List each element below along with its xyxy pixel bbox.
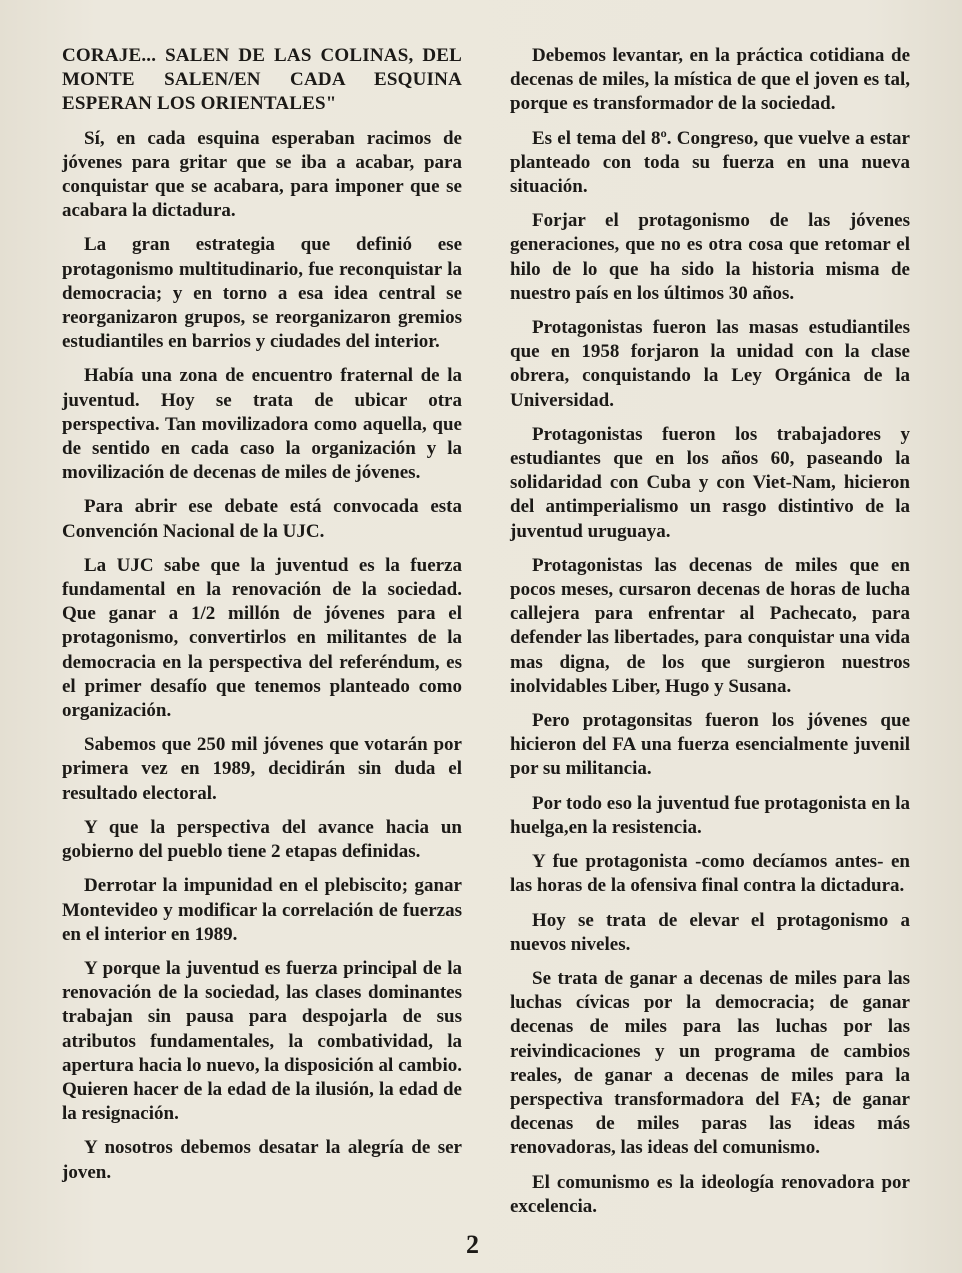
- section-heading: CORAJE... SALEN DE LAS COLINAS, DEL MONTE SALEN/EN CADA ESQUINA ESPERAN LOS ORIENTALES": [62, 45, 462, 115]
- page-number: 2: [466, 1230, 479, 1259]
- left-paragraph-9: Y porque la juventud es fuerza principal de la renovación de la sociedad, las clases dominantes trabajan sin pausa para despojarla de sus atributos fundamentales, la combatividad, la apertura hacia lo nuevo, la disposición al cambio. Quieren hacer de la edad de la ilusión, la edad de la resignación.: [62, 957, 462, 1125]
- right-column: [510, 44, 910, 1219]
- right-paragraph-12: El comunismo es la ideología renovadora por excelencia.: [510, 1171, 910, 1217]
- right-paragraph-8: Por todo eso la juventud fue protagonista en la huelga,en la resistencia.: [510, 792, 910, 838]
- right-paragraph-2: Es el tema del 8º. Congreso, que vuelve a estar planteado con toda su fuerza en una nueva situación.: [510, 127, 910, 198]
- left-paragraph-6: Sabemos que 250 mil jóvenes que votarán por primera vez en 1989, decidirán sin duda el resultado electoral.: [62, 734, 462, 804]
- right-paragraph-9: Y fue protagonista -como decíamos antes- en las horas de la ofensiva final contra la dictadura.: [510, 851, 910, 897]
- left-paragraph-4: Para abrir ese debate está convocada esta Convención Nacional de la UJC.: [62, 496, 462, 542]
- left-paragraph-7: Y que la perspectiva del avance hacia un gobierno del pueblo tiene 2 etapas definidas.: [62, 816, 462, 863]
- right-paragraph-11: Se trata de ganar a decenas de miles para las luchas cívicas por la democracia; de ganar decenas de miles para las luchas por las reivindicaciones y un programa de cambios reales, de ganar a decenas de miles para la perspectiva transformadora del FA; de ganar decenas de miles paras las ideas más renovadoras, las ideas del comunismo.: [510, 967, 910, 1159]
- left-column: [62, 44, 462, 1185]
- right-paragraph-3: Forjar el protagonismo de las jóvenes generaciones, que no es otra cosa que retomar el hilo de lo que ha sido la historia misma de nuestro país en los últimos 30 años.: [510, 210, 910, 304]
- right-paragraph-6: Protagonistas las decenas de miles que en pocos meses, cursaron decenas de horas de lucha callejera para enfrentar al Pachecato, para defender las libertades, para conquistar una vida mas digna, de los que surgieron nuestros inolvidables Liber, Hugo y Susana.: [510, 554, 910, 697]
- right-paragraph-4: Protagonistas fueron las masas estudiantiles que en 1958 forjaron la unidad con la clase obrera, conquistando la Ley Orgánica de la Universidad.: [510, 317, 910, 411]
- left-paragraph-1: Sí, en cada esquina esperaban racimos de jóvenes para gritar que se iba a acabar, para conquistar que se acabara, para imponer que se acabara la dictadura.: [62, 127, 462, 222]
- right-paragraph-10: Hoy se trata de elevar el protagonismo a nuevos niveles.: [510, 909, 910, 955]
- right-paragraph-5: Protagonistas fueron los trabajadores y estudiantes que en los años 60, paseando la solidaridad con Cuba y con Viet-Nam, hicieron del antimperialismo un rasgo distintivo de la juventud uruguaya.: [510, 423, 910, 542]
- left-paragraph-8: Derrotar la impunidad en el plebiscito; ganar Montevideo y modificar la correlación de fuerzas en el interior en 1989.: [62, 875, 462, 945]
- left-paragraph-3: Había una zona de encuentro fraternal de la juventud. Hoy se trata de ubicar otra perspectiva. Tan movilizadora como aquella, que de sentido en cada caso la organización y la movilización de decenas de miles de jóvenes.: [62, 365, 462, 484]
- right-paragraph-7: Pero protagonsitas fueron los jóvenes que hicieron del FA una fuerza esencialmente juvenil por su militancia.: [510, 710, 910, 780]
- right-paragraph-1: Debemos levantar, en la práctica cotidiana de decenas de miles, la mística de que el joven es tal, porque es transformador de la sociedad.: [510, 45, 910, 115]
- left-paragraph-10: Y nosotros debemos desatar la alegría de ser joven.: [62, 1137, 462, 1183]
- left-paragraph-5: La UJC sabe que la juventud es la fuerza fundamental en la renovación de la sociedad. Que ganar a 1/2 millón de jóvenes para el protagonismo, convertirlos en militantes de la democracia en la perspectiva del referéndum, es el primer desafío que tenemos planteado como organización.: [62, 554, 462, 722]
- left-paragraph-2: La gran estrategia que definió ese protagonismo multitudinario, fue reconquistar la democracia; y en torno a esa idea central se reorganizaron grupos, se reorganizaron gremios estudiantiles en barrios y ciudades del interior.: [62, 234, 462, 353]
